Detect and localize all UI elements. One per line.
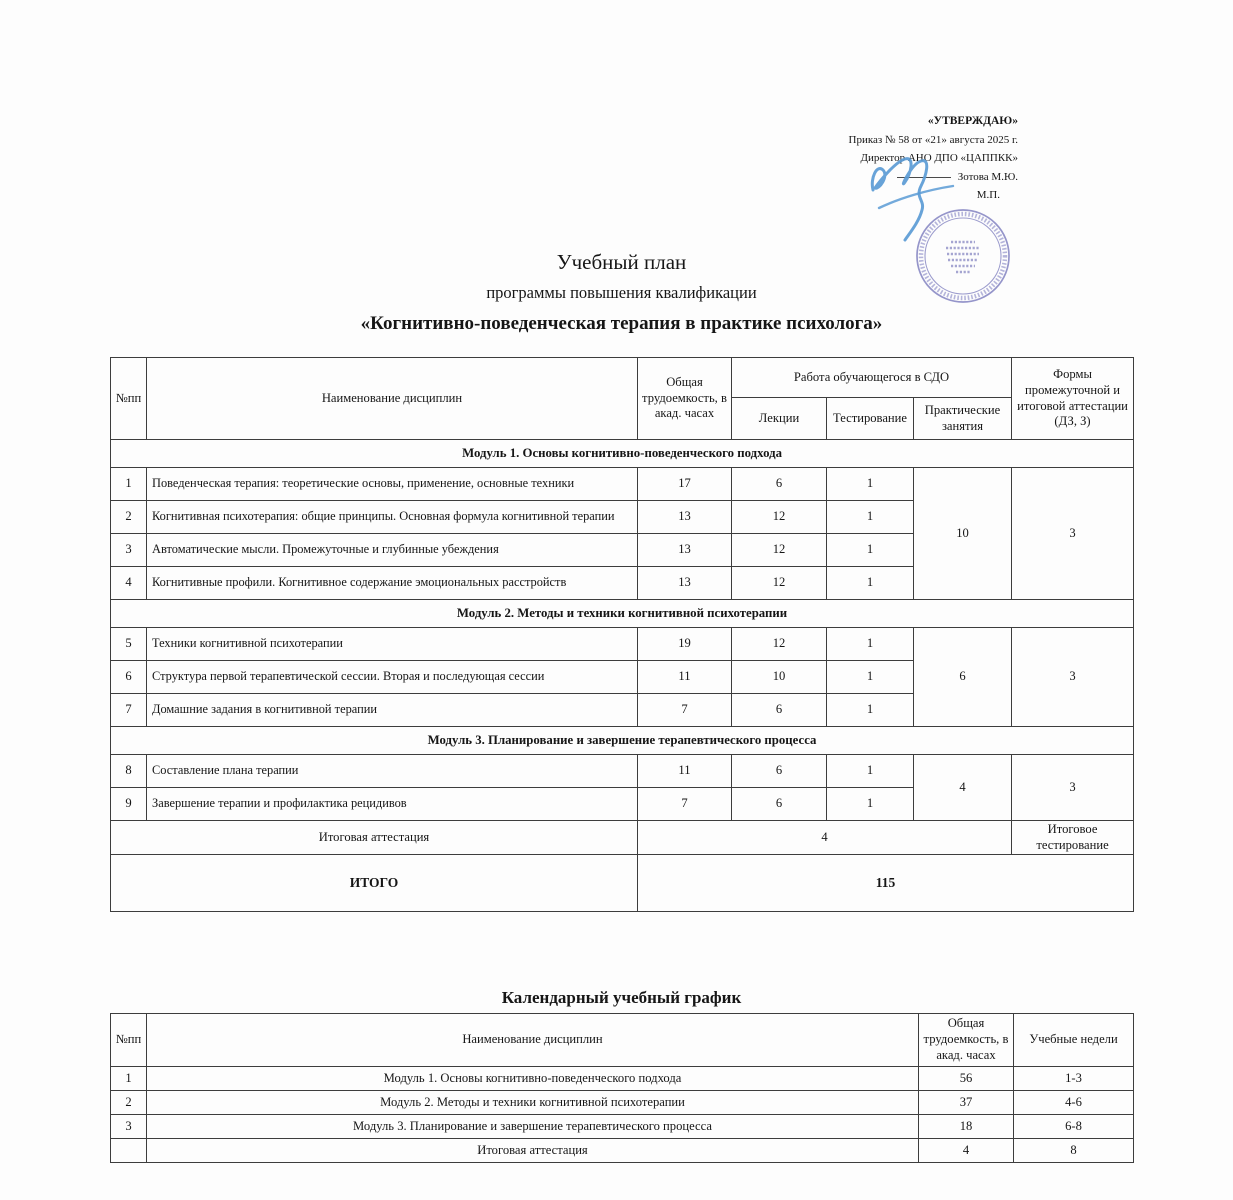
cell-module-name: Модуль 3. Планирование и завершение терапевтического процесса [147, 1115, 919, 1139]
cell-total-hours: 37 [919, 1091, 1014, 1115]
cell-weeks: 8 [1014, 1139, 1134, 1163]
cell-total-hours: 19 [638, 628, 732, 661]
cell-num: 8 [111, 755, 147, 788]
cell-total-hours: 7 [638, 788, 732, 821]
col-header-num: №пп [111, 358, 147, 440]
cell-testing: 1 [827, 468, 914, 501]
cell-discipline-name: Поведенческая терапия: теоретические основы, применение, основные техники [147, 468, 638, 501]
cell-weeks: 1-3 [1014, 1067, 1134, 1091]
cell-lectures: 6 [732, 755, 827, 788]
cell-weeks: 4-6 [1014, 1091, 1134, 1115]
cell-assessment-merged: 3 [1012, 755, 1134, 821]
cell-discipline-name: Когнитивные профили. Когнитивное содержание эмоциональных расстройств [147, 567, 638, 600]
cell-num: 5 [111, 628, 147, 661]
col-header-testing: Тестирование [827, 398, 914, 440]
cell-discipline-name: Техники когнитивной психотерапии [147, 628, 638, 661]
cell-assessment-merged: 3 [1012, 628, 1134, 727]
director-signature-line [758, 168, 1018, 187]
cell-testing: 1 [827, 694, 914, 727]
cell-num: 1 [111, 1067, 147, 1091]
cell-testing: 1 [827, 661, 914, 694]
cell-discipline-name: Когнитивная психотерапия: общие принципы. Основная формула когнитивной терапии [147, 501, 638, 534]
cell-lectures: 12 [732, 628, 827, 661]
cell-lectures: 6 [732, 788, 827, 821]
col-header-lectures: Лекции [732, 398, 827, 440]
cell-lectures: 12 [732, 567, 827, 600]
cell-lectures: 6 [732, 468, 827, 501]
module-1-title: Модуль 1. Основы когнитивно-поведенческого подхода [111, 440, 1134, 468]
cell-lectures: 12 [732, 501, 827, 534]
table-row [111, 1115, 1134, 1139]
cell-testing: 1 [827, 755, 914, 788]
cell-practical-merged: 10 [914, 468, 1012, 600]
cell-testing: 1 [827, 567, 914, 600]
cell-testing: 1 [827, 788, 914, 821]
table-row [111, 1067, 1134, 1091]
table-row [111, 1139, 1134, 1163]
director-line: Директор АНО ДПО «ЦАППКК» [860, 152, 1018, 164]
module-2-header-row [111, 600, 1134, 628]
cell-total-hours: 56 [919, 1067, 1014, 1091]
col-header-name: Наименование дисциплин [147, 358, 638, 440]
total-row [111, 855, 1134, 912]
col-header-sdo: Работа обучающегося в СДО [732, 358, 1012, 398]
final-assessment-form: Итоговое тестирование [1012, 821, 1134, 855]
cell-discipline-name: Структура первой терапевтической сессии. Вторая и последующая сессии [147, 661, 638, 694]
cell-lectures: 10 [732, 661, 827, 694]
cell-lectures: 12 [732, 534, 827, 567]
approve-label: «УТВЕРЖДАЮ» [927, 115, 1018, 127]
cell-total-hours: 13 [638, 501, 732, 534]
col-header-name: Наименование дисциплин [147, 1014, 919, 1067]
final-assessment-label: Итоговая аттестация [111, 821, 638, 855]
calendar-title: Календарный учебный график [501, 988, 742, 1007]
program-name: «Когнитивно-поведенческая терапия в практике психолога» [360, 313, 883, 334]
cell-num [111, 1139, 147, 1163]
page-title: Учебный план [556, 250, 687, 274]
cell-module-name: Модуль 1. Основы когнитивно-поведенческого подхода [147, 1067, 919, 1091]
cell-num: 3 [111, 1115, 147, 1139]
cell-num: 2 [111, 1091, 147, 1115]
module-3-header-row [111, 727, 1134, 755]
cell-num: 7 [111, 694, 147, 727]
cell-testing: 1 [827, 534, 914, 567]
cell-num: 9 [111, 788, 147, 821]
cell-num: 6 [111, 661, 147, 694]
cell-total-hours: 13 [638, 534, 732, 567]
module-1-header-row [111, 440, 1134, 468]
col-header-practical: Практические занятия [914, 398, 1012, 440]
calendar-header-row [111, 1014, 1134, 1067]
col-header-total: Общая трудоемкость, в акад. часах [919, 1014, 1014, 1067]
cell-num: 4 [111, 567, 147, 600]
table-row [111, 1091, 1134, 1115]
cell-practical-merged: 6 [914, 628, 1012, 727]
cell-lectures: 6 [732, 694, 827, 727]
cell-testing: 1 [827, 628, 914, 661]
cell-discipline-name: Завершение терапии и профилактика рецидивов [147, 788, 638, 821]
cell-weeks: 6-8 [1014, 1115, 1134, 1139]
table-row [111, 755, 1134, 788]
cell-practical-merged: 4 [914, 755, 1012, 821]
approval-block [758, 112, 1018, 205]
seal-place-label: М.П. [976, 189, 1000, 201]
module-2-title: Модуль 2. Методы и техники когнитивной психотерапии [111, 600, 1134, 628]
cell-num: 3 [111, 534, 147, 567]
director-name: Зотова М.Ю. [957, 170, 1018, 183]
signature-underline [897, 176, 951, 178]
cell-total-hours: 17 [638, 468, 732, 501]
table-row [111, 468, 1134, 501]
final-assessment-row [111, 821, 1134, 855]
cell-assessment-merged: 3 [1012, 468, 1134, 600]
cell-testing: 1 [827, 501, 914, 534]
module-3-title: Модуль 3. Планирование и завершение терапевтического процесса [111, 727, 1134, 755]
total-hours: 115 [638, 855, 1134, 912]
cell-num: 2 [111, 501, 147, 534]
cell-discipline-name: Домашние задания в когнитивной терапии [147, 694, 638, 727]
cell-num: 1 [111, 468, 147, 501]
cell-total-hours: 18 [919, 1115, 1014, 1139]
table-row [111, 628, 1134, 661]
total-label: ИТОГО [111, 855, 638, 912]
final-assessment-hours: 4 [638, 821, 1012, 855]
page-subtitle: программы повышения квалификации [486, 283, 757, 302]
cell-total-hours: 13 [638, 567, 732, 600]
col-header-total: Общая трудоемкость, в акад. часах [638, 358, 732, 440]
curriculum-table [110, 357, 1134, 912]
col-header-weeks: Учебные недели [1014, 1014, 1134, 1067]
table-header-row-1 [111, 358, 1134, 398]
order-line: Приказ № 58 от «21» августа 2025 г. [848, 133, 1018, 146]
col-header-forms: Формы промежуточной и итоговой аттестации (ДЗ, З) [1012, 358, 1134, 440]
cell-discipline-name: Автоматические мысли. Промежуточные и глубинные убеждения [147, 534, 638, 567]
cell-total-hours: 11 [638, 755, 732, 788]
cell-total-hours: 7 [638, 694, 732, 727]
calendar-table [110, 1013, 1134, 1163]
col-header-num: №пп [111, 1014, 147, 1067]
cell-discipline-name: Составление плана терапии [147, 755, 638, 788]
cell-module-name: Модуль 2. Методы и техники когнитивной психотерапии [147, 1091, 919, 1115]
cell-module-name: Итоговая аттестация [147, 1139, 919, 1163]
cell-total-hours: 4 [919, 1139, 1014, 1163]
cell-total-hours: 11 [638, 661, 732, 694]
